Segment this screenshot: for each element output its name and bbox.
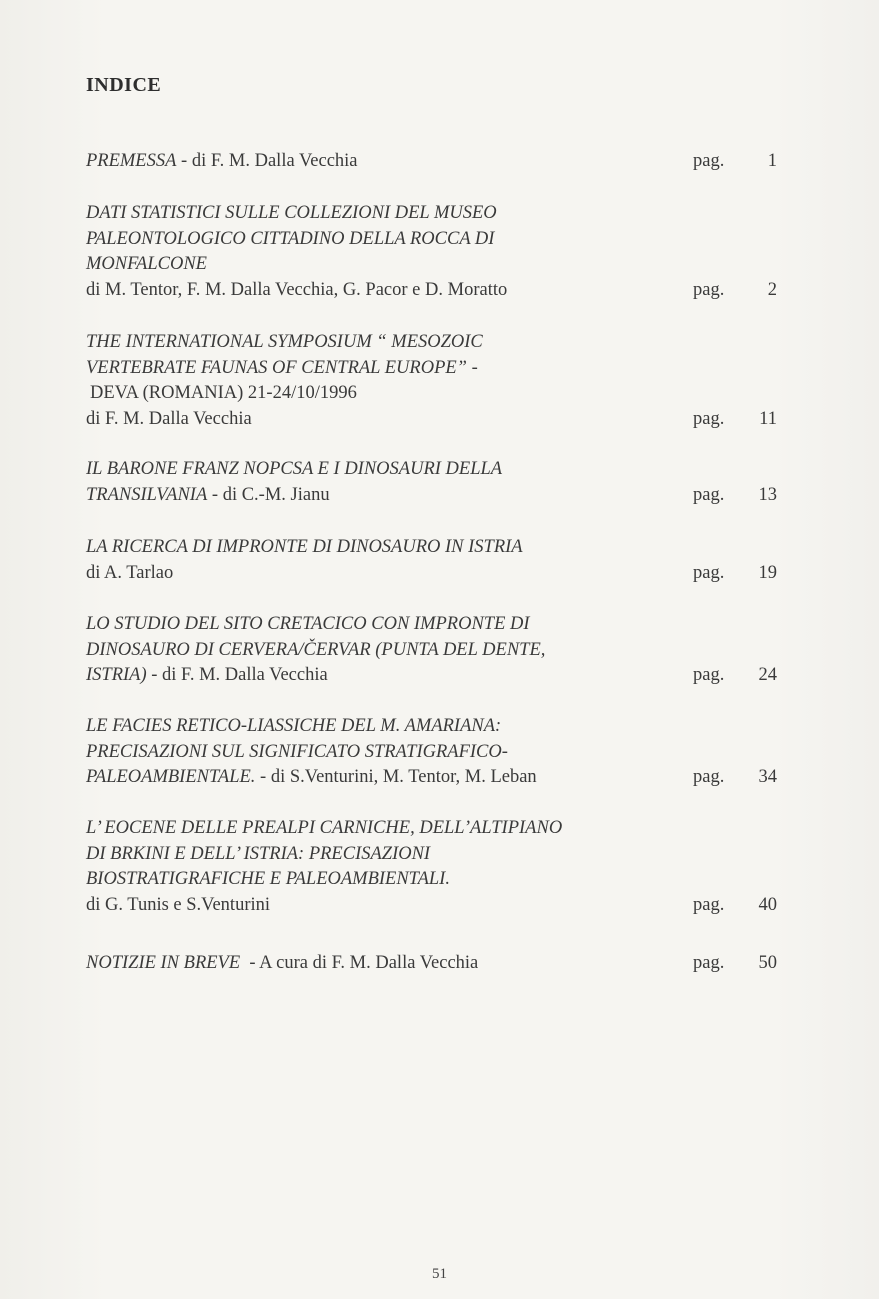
page-number-ref: 24 — [758, 665, 777, 685]
pag-label: pag. — [693, 408, 725, 429]
entry-title-line: PALEONTOLOGICO CITTADINO DELLA ROCCA DI — [86, 228, 495, 249]
toc-entry-line — [86, 278, 786, 304]
entry-author: di G. Tunis e S.Venturini — [86, 894, 271, 915]
entry-title-line: DI BRKINI E DELL’ ISTRIA: PRECISAZIONI — [86, 843, 431, 864]
pag-label: pag. — [693, 151, 725, 171]
toc-entry-studio-sito — [86, 612, 786, 689]
entry-author: di A. Tarlao — [86, 562, 174, 583]
page-number-ref: 1 — [767, 151, 777, 171]
entry-title-line: BIOSTRATIGRAFICHE E PALEOAMBIENTALI. — [86, 869, 450, 889]
page-number-ref: 2 — [767, 279, 777, 300]
page-number-ref: 50 — [758, 953, 777, 973]
toc-entry-line — [86, 149, 786, 175]
entry-author: di F. M. Dalla Vecchia — [86, 408, 252, 429]
entry-title-line: LO STUDIO DEL SITO CRETACICO CON IMPRONTE DI — [86, 614, 530, 634]
toc-entry-ricerca-impronte — [86, 535, 786, 586]
page-number: 51 — [432, 1266, 447, 1282]
pag-label: pag. — [693, 894, 725, 915]
entry-author: - di F. M. Dalla Vecchia — [176, 151, 358, 171]
toc-entry-eocene — [86, 816, 786, 918]
toc-entry-line — [86, 483, 786, 509]
entry-title-line: LA RICERCA DI IMPRONTE DI DINOSAURO IN ISTRIA — [86, 537, 523, 557]
entry-title: PREMESSA — [86, 151, 177, 171]
page-number-ref: 13 — [758, 484, 777, 505]
entry-title-line: MONFALCONE — [86, 254, 207, 274]
toc-entry-premessa — [86, 149, 786, 175]
entry-subtitle-line: DEVA (ROMANIA) 21-24/10/1996 — [90, 383, 357, 403]
page-number-ref: 11 — [759, 408, 777, 429]
index-heading: INDICE — [86, 74, 162, 96]
pag-label: pag. — [693, 953, 725, 973]
toc-entry-line — [86, 951, 786, 977]
entry-title-line: THE INTERNATIONAL SYMPOSIUM “ MESOZOIC — [86, 332, 483, 352]
entry-author: - di S.Venturini, M. Tentor, M. Leban — [255, 767, 537, 787]
toc-entry-line — [86, 765, 786, 791]
toc-entry-line — [86, 893, 786, 919]
toc-entry-line — [86, 561, 786, 587]
pag-label: pag. — [693, 562, 725, 583]
entry-author: - A cura di F. M. Dalla Vecchia — [240, 953, 479, 973]
entry-author: - di C.-M. Jianu — [207, 484, 330, 505]
entry-author: di M. Tentor, F. M. Dalla Vecchia, G. Pacor e D. Moratto — [86, 279, 508, 300]
pag-label: pag. — [693, 665, 725, 685]
entry-title: PALEOAMBIENTALE. — [86, 767, 256, 787]
toc-entry-line — [86, 407, 786, 433]
entry-title-line: PRECISAZIONI SUL SIGNIFICATO STRATIGRAFICO- — [86, 741, 508, 762]
toc-entry-international-symposium — [86, 330, 786, 432]
pag-label: pag. — [693, 484, 725, 505]
entry-title-line: IL BARONE FRANZ NOPCSA E I DINOSAURI DELLA — [86, 459, 503, 479]
entry-title-line: DINOSAURO DI CERVERA/ČERVAR (PUNTA DEL DENTE, — [86, 639, 546, 660]
entry-title-line: VERTEBRATE FAUNAS OF CENTRAL EUROPE” - — [86, 357, 478, 378]
toc-entry-barone-nopcsa — [86, 457, 786, 508]
entry-title-line: LE FACIES RETICO-LIASSICHE DEL M. AMARIANA: — [86, 716, 502, 736]
toc-entry-line — [86, 663, 786, 689]
pag-label: pag. — [693, 767, 725, 787]
toc-entry-notizie — [86, 951, 786, 977]
page-number-ref: 19 — [758, 562, 777, 583]
toc-entry-facies — [86, 714, 786, 791]
page-number-ref: 34 — [758, 767, 777, 787]
entry-title-line: DATI STATISTICI SULLE COLLEZIONI DEL MUSEO — [86, 203, 497, 223]
entry-title: NOTIZIE IN BREVE — [86, 953, 241, 973]
pag-label: pag. — [693, 279, 725, 300]
page-number-ref: 40 — [758, 894, 777, 915]
entry-title-line: L’ EOCENE DELLE PREALPI CARNICHE, DELL’ALTIPIANO — [86, 818, 563, 838]
toc-entry-dati-statistici — [86, 201, 786, 303]
entry-title: ISTRIA) — [86, 665, 147, 685]
entry-author: - di F. M. Dalla Vecchia — [146, 665, 328, 685]
entry-title: TRANSILVANIA — [86, 484, 208, 505]
